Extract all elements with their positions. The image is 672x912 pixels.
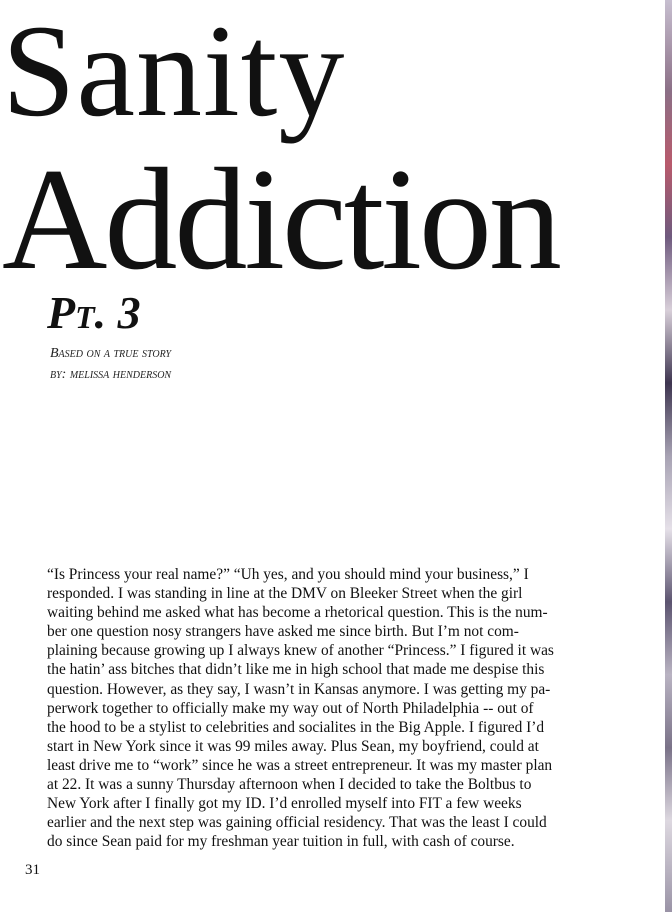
adjacent-page-edge [665,0,672,912]
body-line: the hatin’ ass bitches that didn’t like me in high school that made me despise this [47,661,545,679]
body-line: ber one question nosy strangers have asked me since birth. But I’m not com- [47,623,519,641]
article-body [47,565,625,851]
body-line: waiting behind me asked what has become a rhetorical question. This is the num- [47,604,548,622]
body-line: at 22. It was a sunny Thursday afternoon when I decided to take the Boltbus to [47,776,532,794]
body-line: responded. I was standing in line at the DMV on Bleeker Street when the girl [47,585,523,603]
page-number: 31 [25,862,40,878]
body-line: plaining because growing up I always knew of another “Princess.” I figured it was [47,642,554,660]
body-line: earlier and the next step was gaining official residency. That was the least I could [47,814,547,832]
body-line: perwork together to officially make my way out of North Philadelphia -- out of [47,699,534,717]
article-part-heading: Pt. 3 [47,287,141,338]
body-line: start in New York since it was 99 miles away. Plus Sean, my boyfriend, could at [47,737,539,755]
article-title-line-2: Addiction [2,138,559,300]
body-line: least drive me to “work” since he was a street entrepreneur. It was my master plan [47,756,553,774]
body-line: the hood to be a stylist to celebrities and socialites in the Big Apple. I figured I’d [47,718,545,736]
body-line: New York after I finally got my ID. I’d enrolled myself into FIT a few weeks [47,795,522,813]
body-line: “Is Princess your real name?” “Uh yes, and you should mind your business,” I [47,566,529,583]
body-line: do since Sean paid for my freshman year tuition in full, with cash of course. [47,833,515,851]
article-title-line-1: Sanity [2,0,346,144]
body-line: question. However, as they say, I wasn’t in Kansas anymore. I was getting my pa- [47,680,551,698]
article-byline: by: melissa henderson [50,367,172,382]
article-subtitle: Based on a true story [50,346,172,361]
